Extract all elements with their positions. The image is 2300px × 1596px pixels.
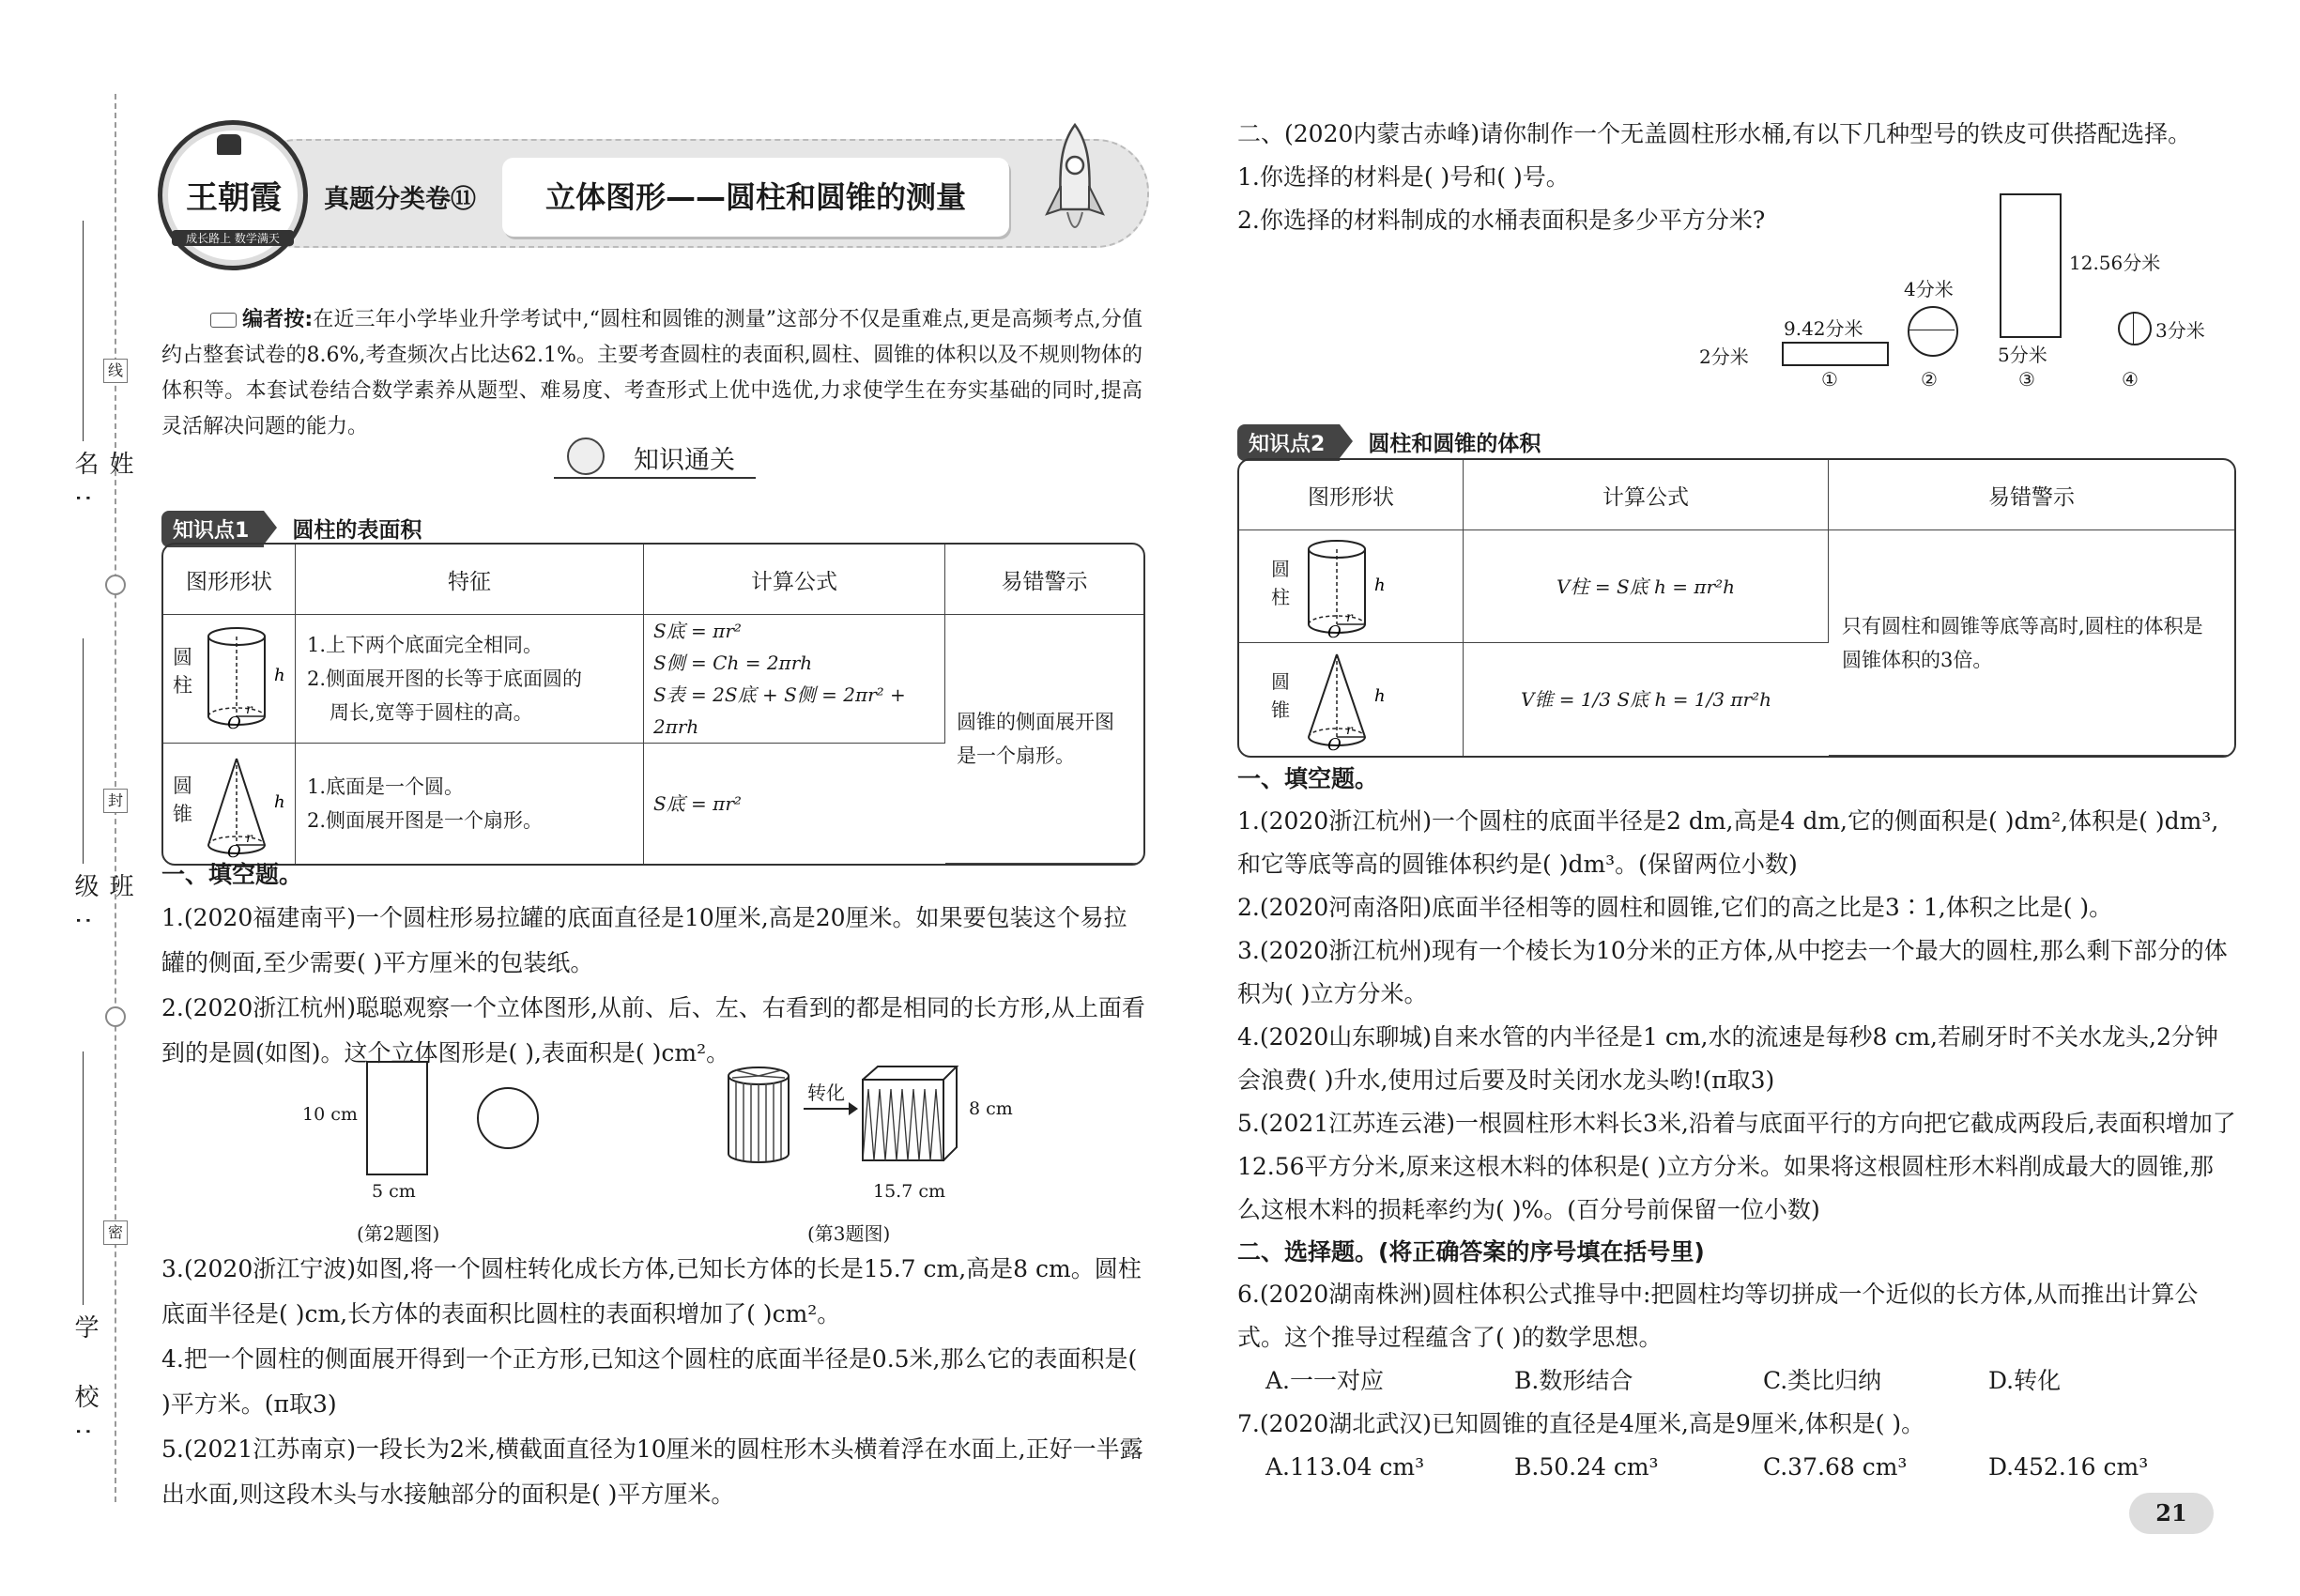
left-q2: 2.(2020浙江杭州)聪聪观察一个立体图形,从前、后、左、右看到的都是相同的长方形,从上面看到的是圆(如图)。这个立体图形是( ),表面积是( )cm²。	[161, 994, 1145, 1067]
arrow-right-icon	[804, 1108, 851, 1110]
class-label: 班 级:	[70, 873, 133, 944]
svg-text:r: r	[1346, 610, 1353, 625]
kp2-cone-label: 圆锥	[1271, 670, 1290, 721]
material-1-h-label: 2分米	[1699, 345, 1749, 368]
kp1-cyl-feature: 周长,宽等于圆柱的高。	[330, 701, 533, 724]
kp1-cyl-formula: S底 = πr²	[653, 620, 742, 642]
svg-text:O: O	[1327, 735, 1342, 754]
class-field[interactable]	[83, 638, 84, 864]
fig2-circle	[477, 1087, 539, 1149]
q7-option-b[interactable]: B.50.24 cm³	[1514, 1453, 1659, 1481]
part2-q1: 1.你选择的材料是( )号和( )号。	[1237, 163, 1570, 191]
left-q5: 5.(2021江苏南京)一段长为2米,横截面直径为10厘米的圆柱形木头横着浮在水面上,正好一半露出水面,则这段木头与水接触部分的面积是( )平方厘米。	[161, 1435, 1143, 1508]
q6-options	[1237, 1359, 2236, 1403]
fig3-arrow-label: 转化	[807, 1082, 845, 1104]
kp2-cylinder-figure	[1299, 536, 1393, 641]
fig3	[723, 1061, 1033, 1249]
seal-mark: 线	[103, 359, 128, 383]
knowledge-banner	[554, 437, 756, 479]
materials-figure	[1690, 186, 2234, 392]
kp2-cone-formula: V锥 = 1/3 S底 h = 1/3 πr²h	[1520, 688, 1772, 711]
fig3-cylinder	[723, 1065, 798, 1168]
kp1-warning: 圆锥的侧面展开图是一个扇形。	[957, 711, 1114, 767]
fig2	[300, 1061, 582, 1249]
name-field[interactable]	[83, 221, 84, 441]
kp1-header: 计算公式	[644, 545, 945, 615]
kp2-table	[1237, 458, 2236, 758]
hole-mark	[105, 1006, 126, 1027]
cylinder-figure	[199, 622, 293, 733]
kp1-cyl-formula: S侧 = Ch = 2πrh	[653, 652, 813, 674]
q6-option-b[interactable]: B.数形结合	[1514, 1367, 1633, 1394]
fig2-height-label: 10 cm	[302, 1104, 358, 1125]
rocket-icon	[1033, 120, 1117, 252]
kp2-header: 易错警示	[1829, 460, 2234, 530]
kp2-tag: 知识点2	[1237, 424, 1340, 461]
editor-note	[161, 302, 1142, 445]
editor-note-text: 在近三年小学毕业升学考试中,“圆柱和圆锥的测量”这部分不仅是重难点,更是高频考点,分值约占整套试卷的8.6%,考查频次占比达62.1%。主要考查圆柱的表面积,圆柱、圆锥的体积以及不规则物体的体积等。本套试卷结合数学素养从题型、难易度、考查形式上优中选优,力求使学生在夯实基础的同时,提高灵活解决问题的能力。	[161, 308, 1142, 438]
material-1-w-label: 9.42分米	[1784, 317, 1863, 340]
seal-mark: 封	[103, 789, 128, 813]
right-q7: 7.(2020湖北武汉)已知圆锥的直径是4厘米,高是9厘米,体积是( )。	[1237, 1410, 1925, 1437]
kp1-tag: 知识点1	[161, 511, 264, 547]
svg-text:O: O	[227, 714, 241, 733]
kp1-cone-feature: 1.底面是一个圆。	[307, 775, 465, 798]
left-q1: 1.(2020福建南平)一个圆柱形易拉罐的底面直径是10厘米,高是20厘米。如果要包装这个易拉罐的侧面,至少需要( )平方厘米的包装纸。	[161, 904, 1127, 976]
left-section-heading: 一、填空题。	[161, 861, 303, 888]
kp1-cyl-label: 圆柱	[173, 646, 192, 697]
svg-text:h: h	[1374, 686, 1386, 706]
material-4-circle	[2118, 312, 2152, 345]
kp2-warning: 只有圆柱和圆锥等底等高时,圆柱的体积是圆锥体积的3倍。	[1842, 614, 2203, 671]
material-2-circle	[1908, 306, 1958, 357]
kp2-name: 圆柱和圆锥的体积	[1368, 432, 1541, 456]
name-label: 姓 名:	[70, 451, 133, 521]
astronaut-icon	[567, 437, 605, 475]
material-3-rect	[2000, 193, 2062, 338]
logo-subtext: 成长路上 数学满天	[172, 230, 294, 246]
q6-option-c[interactable]: C.类比归纳	[1763, 1367, 1882, 1394]
right-questions	[1237, 759, 2236, 1489]
svg-text:r: r	[1346, 723, 1353, 738]
page-title: 立体图形——圆柱和圆锥的测量	[544, 179, 966, 215]
kp1-header: 易错警示	[945, 545, 1143, 615]
kp1-table	[161, 543, 1145, 866]
material-2-mark: ②	[1921, 368, 1938, 391]
fig2-rect	[366, 1061, 428, 1175]
right-q4: 4.(2020山东聊城)自来水管的内半径是1 cm,水的流速是每秒8 cm,若刷牙时不关水龙头,2分钟会浪费( )升水,使用过后要及时关闭水龙头哟!(π取3)	[1237, 1023, 2218, 1094]
left-questions-lower	[161, 1247, 1145, 1517]
editor-note-label: 编者按:	[242, 308, 314, 331]
kp2-cone-figure	[1299, 649, 1393, 754]
kp1-cone-feature: 2.侧面展开图是一个扇形。	[307, 809, 544, 832]
fig3-width-label: 15.7 cm	[873, 1181, 946, 1202]
binding-strip	[0, 0, 150, 1596]
svg-text:h: h	[1374, 575, 1386, 595]
q7-option-d[interactable]: D.452.16 cm³	[1988, 1453, 2149, 1481]
logo-text: 王朝霞	[186, 179, 282, 217]
school-label: 学 校:	[70, 1314, 99, 1455]
fig3-cuboid	[859, 1061, 962, 1174]
right-q2: 2.(2020河南洛阳)底面半径相等的圆柱和圆锥,它们的高之比是3∶1,体积之比是( )。	[1237, 894, 2113, 921]
knowledge-banner-title: 知识通关	[634, 446, 735, 475]
fig2-width-label: 5 cm	[372, 1181, 416, 1202]
cone-figure	[199, 751, 293, 862]
svg-text:r: r	[246, 831, 253, 846]
material-3-mark: ③	[2018, 368, 2035, 391]
left-questions	[161, 854, 1145, 1076]
material-4-d-label: 3分米	[2155, 319, 2205, 342]
left-q4: 4.把一个圆柱的侧面展开得到一个正方形,已知这个圆柱的底面半径是0.5米,那么它的表面积是( )平方米。(π取3)	[161, 1345, 1138, 1418]
right-q1: 1.(2020浙江杭州)一个圆柱的底面半径是2 dm,高是4 dm,它的侧面积是( )dm²,体积是( )dm³,和它等底等高的圆锥体积约是( )dm³。(保留两位小数)	[1237, 807, 2219, 878]
svg-text:O: O	[227, 842, 241, 862]
material-2-d-label: 4分米	[1904, 278, 1954, 300]
kp1-cyl-feature: 2.侧面展开图的长等于底面圆的	[307, 668, 583, 690]
page-number-badge	[2129, 1493, 2214, 1534]
logo-crown-icon	[217, 134, 241, 155]
kp1-header: 图形形状	[163, 545, 296, 615]
q7-option-a[interactable]: A.113.04 cm³	[1265, 1453, 1425, 1481]
right-q3: 3.(2020浙江杭州)现有一个棱长为10分米的正方体,从中挖去一个最大的圆柱,那么剩下部分的体积为( )立方分米。	[1237, 937, 2228, 1007]
part2-q2: 2.你选择的材料制成的水桶表面积是多少平方分米?	[1237, 207, 1766, 234]
material-1-rect	[1782, 342, 1889, 366]
material-1-mark: ①	[1821, 368, 1838, 391]
q7-option-c[interactable]: C.37.68 cm³	[1763, 1453, 1908, 1481]
kp2-cyl-formula: V柱 = S底 h = πr²h	[1556, 575, 1735, 598]
series-label: 真题分类卷⑪	[324, 185, 476, 214]
pencil-icon	[210, 313, 237, 328]
kp1-cone-label: 圆锥	[173, 775, 192, 825]
fig3-height-label: 8 cm	[969, 1098, 1013, 1119]
logo-badge	[158, 120, 308, 270]
svg-text:h: h	[274, 792, 285, 812]
part2-intro: 二、(2020内蒙古赤峰)请你制作一个无盖圆柱形水桶,有以下几种型号的铁皮可供搭配选择。	[1237, 120, 2192, 147]
kp2-header: 计算公式	[1464, 460, 1829, 530]
material-3-w-label: 5分米	[1998, 344, 2047, 366]
material-3-h-label: 12.56分米	[2069, 252, 2161, 274]
kp2-heading	[1237, 424, 1541, 461]
svg-text:h: h	[274, 666, 285, 685]
material-4-diameter	[2133, 312, 2134, 344]
kp2-cyl-label: 圆柱	[1271, 558, 1290, 608]
q7-options	[1237, 1446, 2236, 1489]
right-q5: 5.(2021江苏连云港)一根圆柱形木料长3米,沿着与底面平行的方向把它截成两段后,表面积增加了12.56平方分米,原来这根木料的体积是( )立方分米。如果将这根圆柱形木料削成最大的圆锥,那么这根木料的损耗率约为( )%。(百分号前保留一位小数)	[1237, 1110, 2236, 1223]
material-4-mark: ④	[2122, 368, 2139, 391]
kp2-header: 图形形状	[1239, 460, 1464, 530]
fig2-caption: (第2题图)	[357, 1222, 440, 1245]
title-box	[502, 158, 1009, 237]
right-section-heading: 一、填空题。	[1237, 765, 1379, 792]
kp1-cone-formula: S底 = πr²	[653, 792, 742, 815]
kp1-cyl-formula: S表 = 2S底 + S侧 = 2πr² + 2πrh	[653, 683, 906, 738]
kp1-cyl-feature: 1.上下两个底面完全相同。	[307, 634, 544, 656]
page-number: 21	[2155, 1499, 2187, 1527]
fig3-caption: (第3题图)	[807, 1222, 891, 1245]
choice-section-heading: 二、选择题。(将正确答案的序号填在括号里)	[1237, 1238, 1705, 1266]
kp1-header: 特征	[296, 545, 644, 615]
kp1-name: 圆柱的表面积	[292, 518, 422, 543]
right-q6: 6.(2020湖南株洲)圆柱体积公式推导中:把圆柱均等切拼成一个近似的长方体,从而推出计算公式。这个推导过程蕴含了( )的数学思想。	[1237, 1281, 2199, 1351]
q6-option-a[interactable]: A.一一对应	[1265, 1367, 1385, 1394]
left-q3: 3.(2020浙江宁波)如图,将一个圆柱转化成长方体,已知长方体的长是15.7 cm,高是8 cm。圆柱底面半径是( )cm,长方体的表面积比圆柱的表面积增加了( )cm²。	[161, 1255, 1142, 1327]
seal-mark: 密	[103, 1220, 128, 1245]
svg-text:r: r	[246, 702, 253, 717]
arrow-head	[849, 1102, 858, 1115]
svg-text:O: O	[1327, 622, 1342, 641]
q6-option-d[interactable]: D.转化	[1988, 1367, 2062, 1394]
school-field[interactable]	[83, 1051, 84, 1305]
